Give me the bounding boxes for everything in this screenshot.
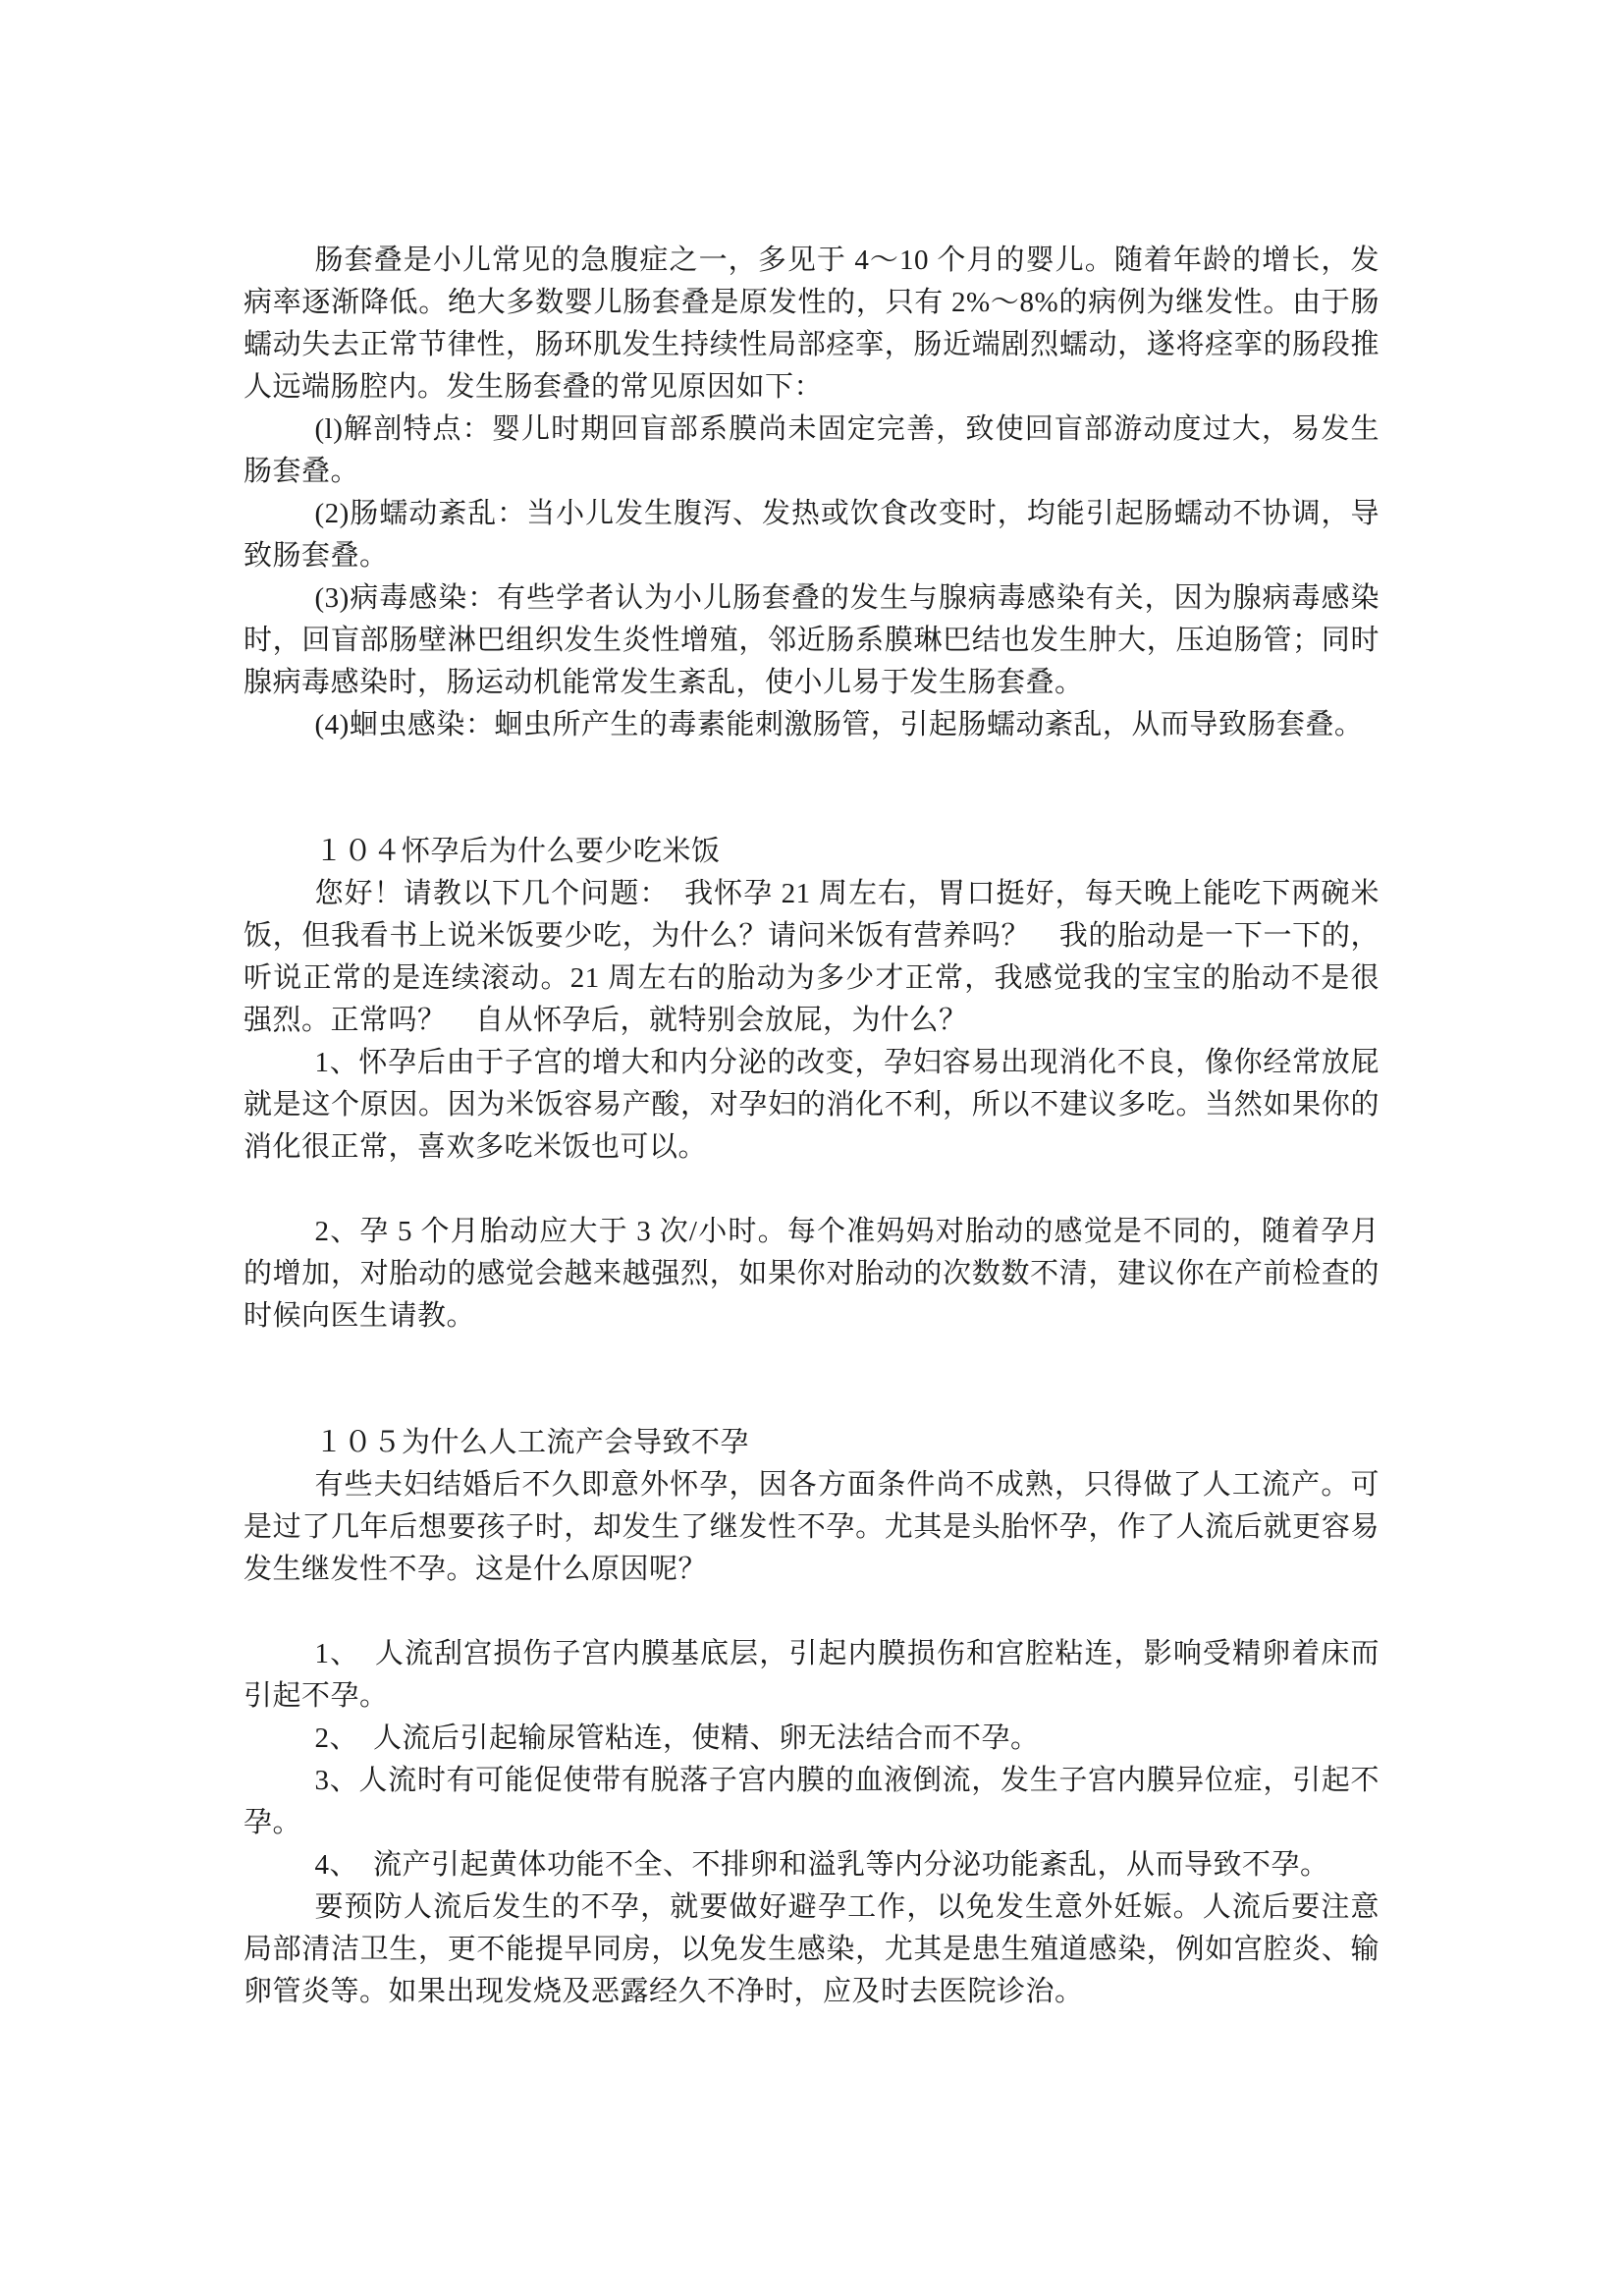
paragraph-intussusception-intro: 肠套叠是小儿常见的急腹症之一，多见于 4～10 个月的婴儿。随着年龄的增长，发病率逐渐降低。绝大多数婴儿肠套叠是原发性的，只有 2%～8%的病例为继发性。由于肠蠕动失去正常节律性，肠环肌发生持续性局部痉挛，肠近端剧烈蠕动，遂将痉挛的肠段推人远端肠腔内。发生肠套叠的常见原因如下： [243, 245, 1380, 403]
paragraph-cause-anatomy: (l)解剖特点：婴儿时期回盲部系膜尚未固定完善，致使回盲部游动度过大，易发生肠套叠。 [243, 413, 1380, 487]
heading-topic-105: １０５为什么人工流产会导致不孕 [314, 1427, 750, 1458]
paragraph-cause-ascaris: (4)蛔虫感染：蛔虫所产生的毒素能刺激肠管，引起肠蠕动紊乱，从而导致肠套叠。 [314, 709, 1364, 740]
paragraph-105-reason-3: 3、人流时有可能促使带有脱落子宫内膜的血液倒流，发生子宫内膜异位症，引起不孕。 [243, 1765, 1380, 1838]
paragraph-105-intro: 有些夫妇结婚后不久即意外怀孕，因各方面条件尚不成熟，只得做了人工流产。可是过了几年后想要孩子时，却发生了继发性不孕。尤其是头胎怀孕，作了人流后就更容易发生继发性不孕。这是什么原因呢？ [243, 1469, 1380, 1585]
paragraph-105-reason-2: 2、 人流后引起输尿管粘连，使精、卵无法结合而不孕。 [314, 1722, 1040, 1754]
document-content [243, 240, 1380, 2013]
heading-topic-104: １０４怀孕后为什么要少吃米饭 [314, 836, 721, 867]
paragraph-105-prevention: 要预防人流后发生的不孕，就要做好避孕工作，以免发生意外妊娠。人流后要注意局部清洁卫生，更不能提早同房，以免发生感染，尤其是患生殖道感染，例如宫腔炎、输卵管炎等。如果出现发烧及恶露经久不净时，应及时去医院诊治。 [243, 1891, 1380, 2007]
paragraph-105-reason-4: 4、 流产引起黄体功能不全、不排卵和溢乳等内分泌功能紊乱，从而导致不孕。 [314, 1849, 1329, 1881]
paragraph-104-answer-2: 2、孕 5 个月胎动应大于 3 次/小时。每个准妈妈对胎动的感觉是不同的，随着孕月的增加，对胎动的感觉会越来越强烈，如果你对胎动的次数数不清，建议你在产前检查的时候向医生请教。 [243, 1216, 1380, 1332]
paragraph-cause-peristalsis: (2)肠蠕动紊乱：当小儿发生腹泻、发热或饮食改变时，均能引起肠蠕动不协调，导致肠套叠。 [243, 498, 1380, 572]
paragraph-104-answer-1: 1、怀孕后由于子宫的增大和内分泌的改变，孕妇容易出现消化不良，像你经常放屁就是这个原因。因为米饭容易产酸，对孕妇的消化不利，所以不建议多吃。当然如果你的消化很正常，喜欢多吃米饭也可以。 [243, 1047, 1380, 1163]
paragraph-cause-virus: (3)病毒感染：有些学者认为小儿肠套叠的发生与腺病毒感染有关，因为腺病毒感染时，回盲部肠壁淋巴组织发生炎性增殖，邻近肠系膜琳巴结也发生肿大，压迫肠管；同时腺病毒感染时，肠运动机能常发生紊乱，使小儿易于发生肠套叠。 [243, 582, 1380, 698]
paragraph-104-question: 您好！请教以下几个问题： 我怀孕 21 周左右，胃口挺好，每天晚上能吃下两碗米饭，但我看书上说米饭要少吃，为什么？请问米饭有营养吗？ 我的胎动是一下一下的，听说正常的是连续滚动。21 周左右的胎动为多少才正常，我感觉我的宝宝的胎动不是很强烈。正常吗？ 自从怀孕后，就特别会放屁，为什么？ [243, 878, 1380, 1036]
paragraph-105-reason-1: 1、 人流刮宫损伤子宫内膜基底层，引起内膜损伤和宫腔粘连，影响受精卵着床而引起不孕。 [243, 1638, 1380, 1712]
